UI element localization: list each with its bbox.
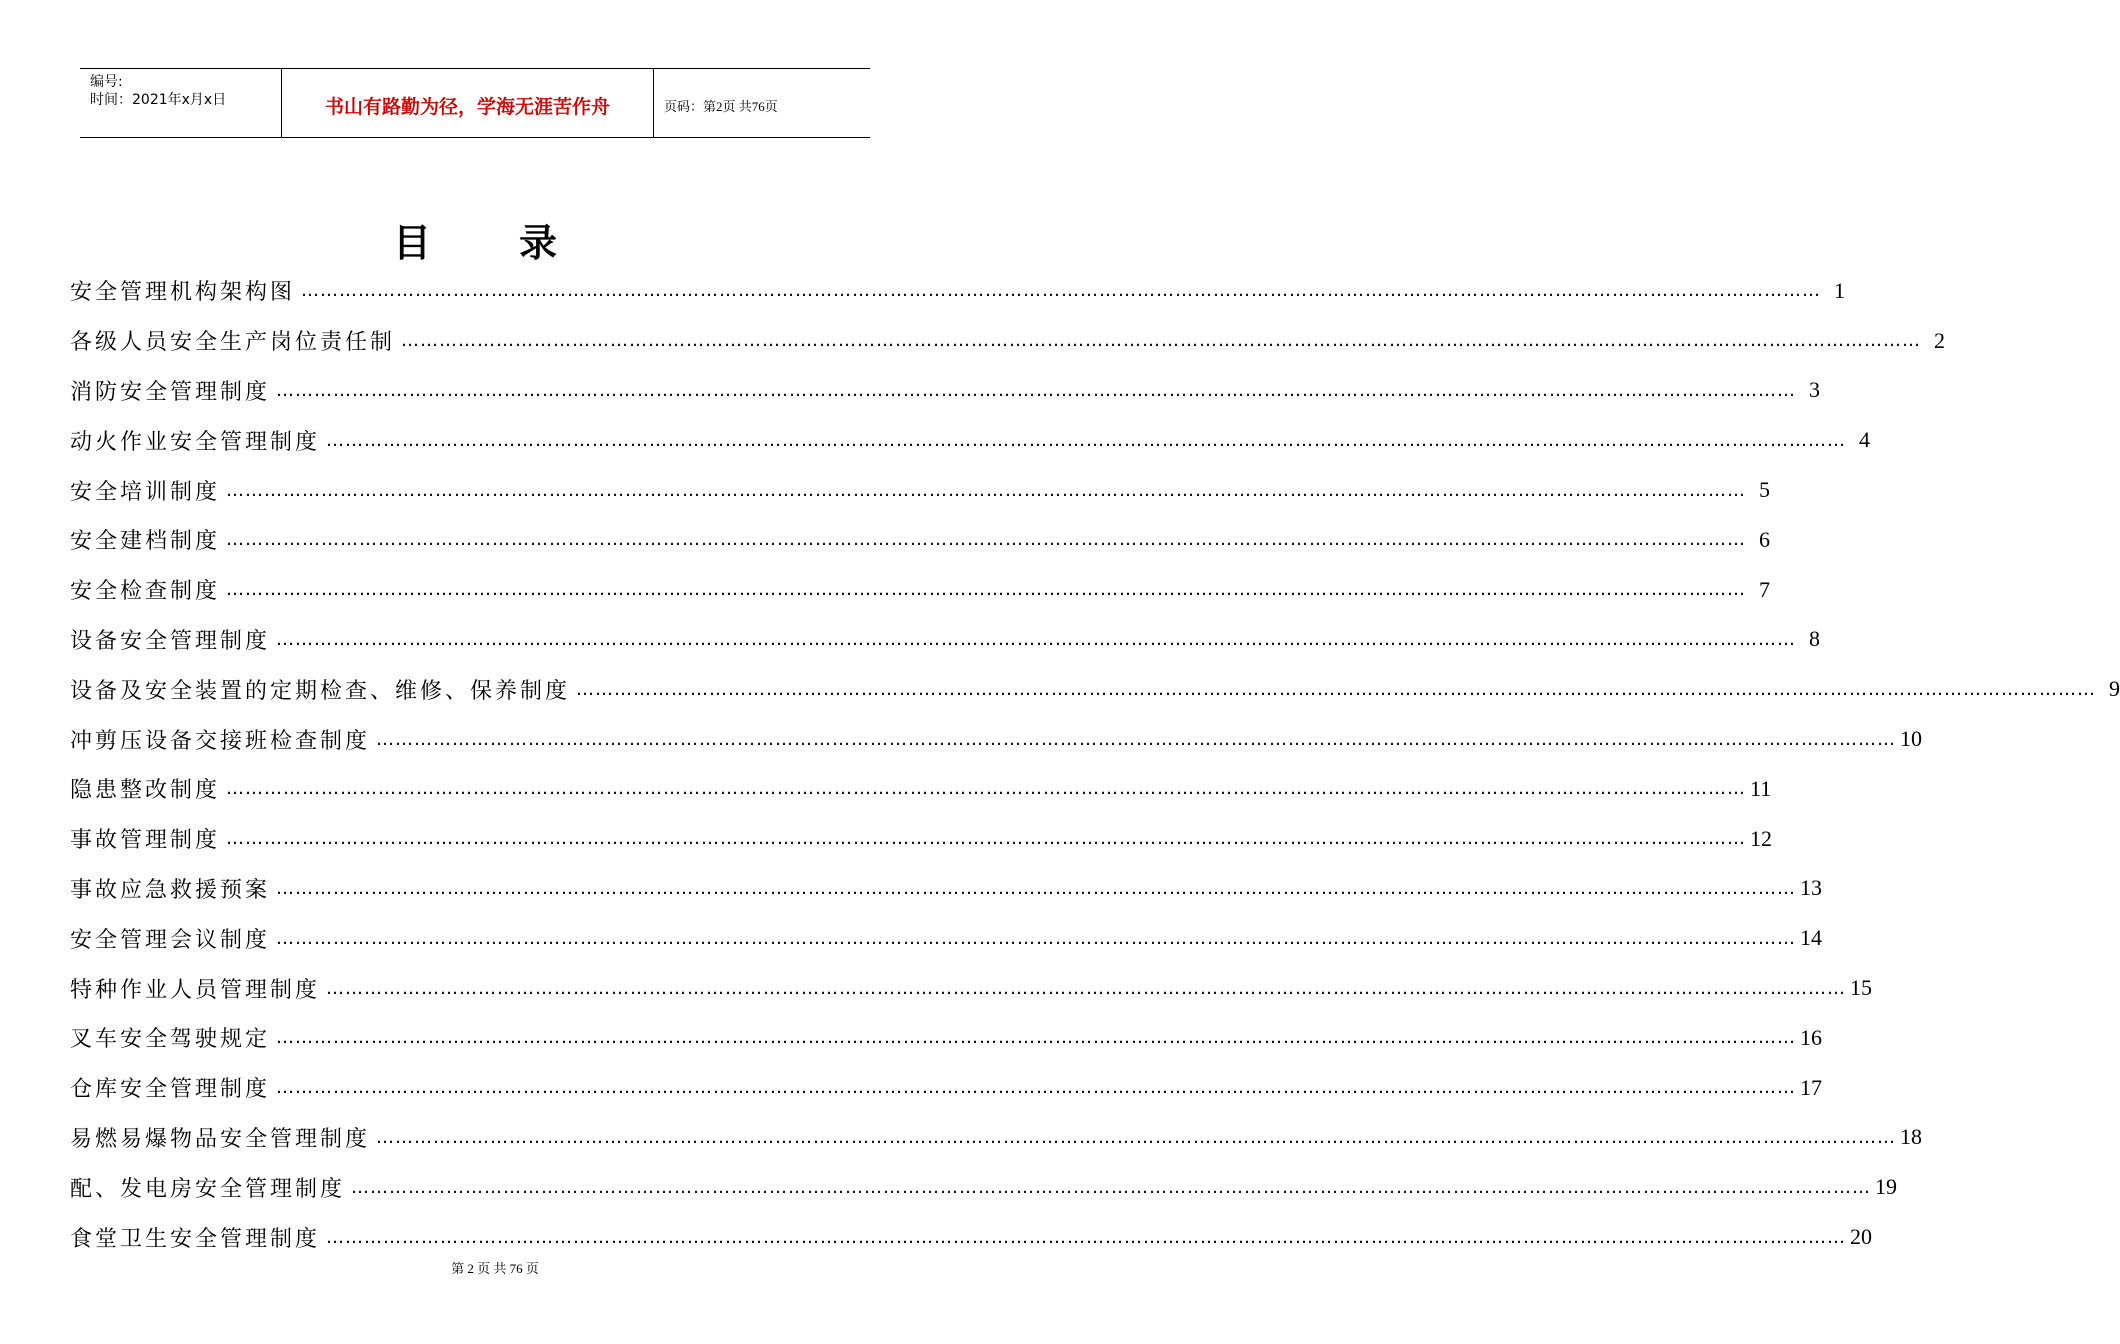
toc-entry-page: 7 [1759,576,1771,602]
toc-entry-label: 叉车安全驾驶规定 [70,1027,271,1053]
toc-entry-page: 3 [1809,377,1821,403]
toc-leader-dots: …………………………………………………………………………………………………………………………………………………………………………………………………………………… [376,1126,1897,1148]
toc-entry-page: 17 [1800,1074,1823,1100]
toc-leader-dots: …………………………………………………………………………………………………………………………………………………………………………………………………………………… [226,778,1747,800]
toc-entry[interactable] [70,1063,1823,1113]
toc-entry-page: 10 [1900,726,1923,752]
toc-entry-label: 配、发电房安全管理制度 [70,1176,346,1202]
toc-leader-dots: …………………………………………………………………………………………………………………………………………………………………………………………………………………… [276,628,1797,650]
document-number-label: 编号: [90,74,123,90]
toc-entry-label: 特种作业人员管理制度 [70,977,321,1003]
toc-entry[interactable] [70,515,1771,565]
toc-entry-page: 15 [1850,975,1873,1001]
toc-leader-dots: …………………………………………………………………………………………………………………………………………………………………………………………………………………… [576,678,2097,700]
toc-title-char-2: 录 [519,221,558,265]
toc-leader-dots: …………………………………………………………………………………………………………………………………………………………………………………………………………………… [226,529,1747,551]
toc-entry[interactable] [70,366,1821,416]
toc-leader-dots: …………………………………………………………………………………………………………………………………………………………………………………………………………………… [276,1027,1797,1049]
toc-entry-page: 4 [1859,427,1871,453]
toc-entry[interactable] [70,963,1873,1013]
toc-entry-label: 消防安全管理制度 [70,379,271,405]
toc-entry-label: 食堂卫生安全管理制度 [70,1226,321,1252]
toc-entry-label: 动火作业安全管理制度 [70,429,321,455]
toc-entry[interactable] [70,1162,1898,1212]
toc-leader-dots: …………………………………………………………………………………………………………………………………………………………………………………………………………………… [326,1226,1847,1248]
toc-entry-label: 事故管理制度 [70,828,221,854]
toc-entry[interactable] [70,664,2120,714]
toc-leader-dots: …………………………………………………………………………………………………………………………………………………………………………………………………………………… [276,379,1797,401]
toc-entry-label: 设备安全管理制度 [70,628,271,654]
toc-entry[interactable] [70,415,1871,465]
toc-leader-dots: …………………………………………………………………………………………………………………………………………………………………………………………………………………… [276,1077,1797,1099]
page-header [80,68,870,138]
toc-title-char-1: 目 [392,221,431,265]
toc-leader-dots: …………………………………………………………………………………………………………………………………………………………………………………………………………………… [226,479,1747,501]
toc-entry-page: 8 [1809,626,1821,652]
toc-title [0,212,950,267]
toc-leader-dots: …………………………………………………………………………………………………………………………………………………………………………………………………………………… [301,280,1822,302]
toc-leader-dots: …………………………………………………………………………………………………………………………………………………………………………………………………………………… [226,828,1747,850]
toc-entry[interactable] [70,814,1773,864]
toc-entry[interactable] [70,864,1823,914]
toc-entry[interactable] [70,764,1772,814]
toc-leader-dots: …………………………………………………………………………………………………………………………………………………………………………………………………………………… [401,330,1922,352]
toc-leader-dots: …………………………………………………………………………………………………………………………………………………………………………………………………………………… [276,927,1797,949]
toc-entry-page: 19 [1875,1174,1898,1200]
toc-leader-dots: …………………………………………………………………………………………………………………………………………………………………………………………………………………… [226,579,1747,601]
document-time-label: 时间：2021年x月x日 [90,92,227,108]
header-meta [80,69,282,137]
toc-entry-page: 16 [1800,1024,1823,1050]
toc-entry-label: 各级人员安全生产岗位责任制 [70,330,396,356]
toc-entry-page: 9 [2109,676,2120,702]
toc-entry[interactable] [70,615,1821,665]
toc-entry[interactable] [70,714,1923,764]
toc-entry-page: 12 [1750,825,1773,851]
toc-entry-label: 仓库安全管理制度 [70,1077,271,1103]
toc-entry-label: 冲剪压设备交接班检查制度 [70,728,371,754]
toc-entry-label: 安全管理机构架构图 [70,280,296,306]
toc-entry-label: 安全建档制度 [70,529,221,555]
toc-entry-label: 隐患整改制度 [70,778,221,804]
toc-entry-page: 11 [1750,775,1772,801]
toc-leader-dots: …………………………………………………………………………………………………………………………………………………………………………………………………………………… [276,877,1797,899]
toc-leader-dots: …………………………………………………………………………………………………………………………………………………………………………………………………………………… [351,1176,1872,1198]
toc-entry-page: 5 [1759,477,1771,503]
toc-entry-page: 6 [1759,526,1771,552]
toc-leader-dots: …………………………………………………………………………………………………………………………………………………………………………………………………………………… [326,977,1847,999]
toc-entry[interactable] [70,1113,1923,1163]
header-page-label: 页码：第2页 共76页 [664,98,778,114]
toc-entry-page: 18 [1900,1124,1923,1150]
header-motto: 书山有路勤为径，学海无涯苦作舟 [282,69,654,137]
toc-entry[interactable] [70,1013,1823,1063]
toc-leader-dots: …………………………………………………………………………………………………………………………………………………………………………………………………………………… [326,429,1847,451]
toc-entry[interactable] [70,465,1771,515]
toc-entry[interactable] [70,266,1846,316]
toc-entry-page: 2 [1934,327,1946,353]
toc-entry-label: 安全检查制度 [70,579,221,605]
toc-entry[interactable] [70,316,1946,366]
toc-entry[interactable] [70,565,1771,615]
toc-entry[interactable] [70,1212,1873,1262]
toc-entry-label: 设备及安全装置的定期检查、维修、保养制度 [70,678,571,704]
toc-entry-label: 安全培训制度 [70,479,221,505]
toc-entry-page: 14 [1800,925,1823,951]
toc-entry-page: 1 [1834,277,1846,303]
toc-leader-dots: …………………………………………………………………………………………………………………………………………………………………………………………………………………… [376,728,1897,750]
page-footer: 第 2 页 共 76 页 [451,1261,539,1276]
toc-entry-page: 13 [1800,875,1823,901]
toc-entry-label: 易燃易爆物品安全管理制度 [70,1126,371,1152]
toc-entry-label: 事故应急救援预案 [70,877,271,903]
toc-entry-page: 20 [1850,1224,1873,1250]
table-of-contents [70,266,2120,1262]
toc-entry[interactable] [70,913,1823,963]
toc-entry-label: 安全管理会议制度 [70,927,271,953]
header-page-info [654,69,870,137]
